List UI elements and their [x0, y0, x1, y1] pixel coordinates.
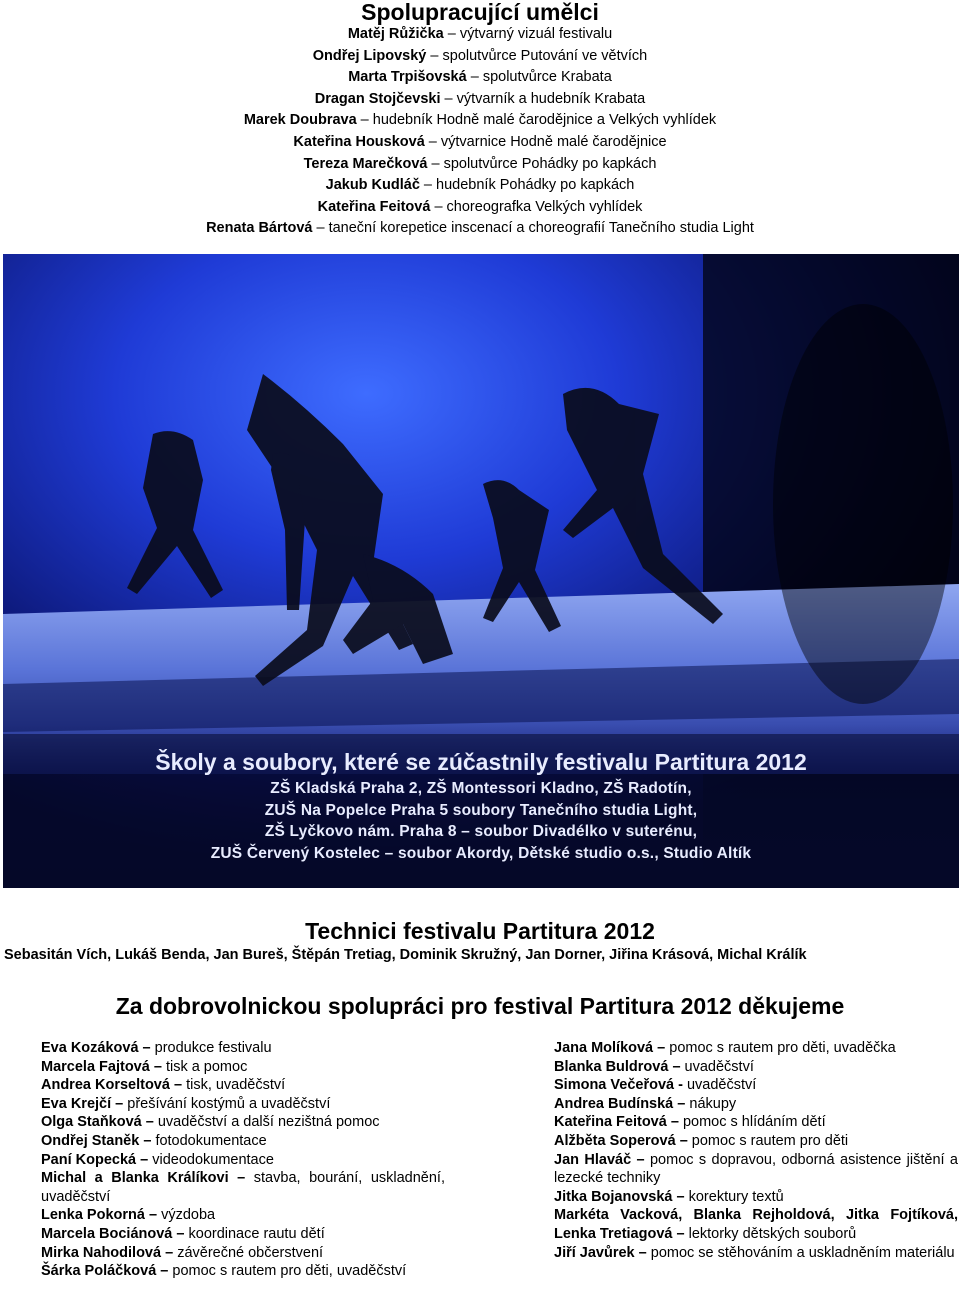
volunteer-name: Jana Molíková: [554, 1040, 654, 1056]
volunteer-name: Eva Krejčí: [41, 1095, 112, 1112]
volunteer-separator: –: [141, 1114, 158, 1131]
artists-list: [0, 24, 960, 240]
volunteer-role: nákupy: [689, 1095, 737, 1112]
volunteer-separator: -: [674, 1077, 687, 1094]
artist-role: výtvarný vizuál festivalu: [459, 26, 613, 42]
artist-row: Jakub Kudláč – hudebník Pohádky po kapkách: [325, 177, 635, 194]
technicians-names: Sebasitán Vích, Lukáš Benda, Jan Bureš, Štěpán Tretiag, Dominik Skružný, Jan Dorner, Jiřina Krásová, Michal Králík: [4, 947, 807, 963]
volunteer-role: uvaděčství: [684, 1058, 754, 1075]
volunteer-role: videodokumentace: [152, 1151, 274, 1168]
volunteer-role: pomoc s dopravou, odborná asistence jištění a lezecké techniky: [554, 1151, 958, 1187]
volunteer-row: [41, 1244, 445, 1263]
volunteer-row: [554, 1076, 958, 1095]
volunteer-role: stavba, bourání, uskladnění, uvaděčství: [41, 1170, 445, 1205]
artist-name: Tereza Marečková: [303, 155, 428, 172]
volunteer-name: Olga Staňková: [41, 1114, 142, 1131]
volunteer-separator: –: [138, 1040, 155, 1056]
volunteer-role: korektury textů: [688, 1188, 784, 1205]
volunteers-left-column: [41, 1039, 445, 1281]
artist-role: hudebník Hodně malé čarodějnice a Velkých vyhlídek: [372, 112, 717, 129]
artists-title: Spolupracující umělci: [361, 0, 599, 25]
volunteer-name: Mirka Nahodilová: [41, 1244, 162, 1261]
artist-name: Renata Bártová: [206, 220, 313, 237]
schools-section: [3, 746, 959, 864]
volunteer-row: [41, 1076, 445, 1095]
volunteer-separator: –: [631, 1151, 650, 1168]
volunteer-name: Andrea Budínská: [554, 1095, 674, 1112]
artist-row: Renata Bártová – taneční korepetice inscenací a choreografií Tanečního studia Light: [206, 220, 754, 237]
artist-name: Kateřina Feitová: [317, 198, 431, 215]
artist-row: Ondřej Lipovský – spolutvůrce Putování ve větvích: [312, 47, 648, 64]
schools-line: ZUŠ Na Popelce Praha 5 soubory Tanečního studia Light,: [264, 801, 698, 819]
volunteer-row: [554, 1132, 958, 1151]
schools-line: ZŠ Kladská Praha 2, ZŠ Montessori Kladno, ZŠ Radotín,: [270, 780, 692, 797]
volunteer-row: [554, 1244, 958, 1263]
volunteer-name: Marcela Bociánová: [41, 1225, 173, 1242]
volunteer-role: pomoc s rautem pro děti: [691, 1132, 849, 1149]
volunteer-name: Markéta Vacková, Blanka Rejholdová, Jitka Fojtíková, Lenka Tretiagová: [554, 1207, 958, 1242]
volunteer-row: [41, 1132, 445, 1151]
artist-role: výtvarnice Hodně malé čarodějnice: [440, 133, 667, 150]
volunteer-separator: –: [149, 1058, 166, 1075]
volunteer-name: Jitka Bojanovská: [554, 1188, 673, 1205]
artist-role: taneční korepetice inscenací a choreografií Tanečního studia Light: [328, 220, 754, 237]
artist-role: choreografka Velkých vyhlídek: [446, 198, 643, 215]
volunteer-separator: –: [672, 1225, 689, 1242]
volunteer-role: přešívání kostýmů a uvaděčství: [127, 1095, 331, 1112]
volunteer-role: pomoc s hlídáním dětí: [682, 1114, 826, 1131]
volunteer-name: Marcela Fajtová: [41, 1058, 150, 1075]
volunteer-row: [41, 1095, 445, 1114]
volunteer-role: tisk a pomoc: [165, 1058, 248, 1075]
volunteer-row: [554, 1151, 958, 1188]
volunteer-name: Jan Hlaváč: [554, 1151, 632, 1168]
volunteer-separator: –: [668, 1058, 685, 1075]
schools-line: ZŠ Lyčkovo nám. Praha 8 – soubor Divadélko v suterénu,: [264, 823, 698, 840]
volunteer-row: [554, 1113, 958, 1132]
volunteer-separator: –: [139, 1132, 156, 1149]
volunteer-name: Alžběta Soperová: [554, 1132, 676, 1149]
volunteer-name: Paní Kopecká: [41, 1151, 137, 1168]
artist-row: Matěj Růžička – výtvarný vizuál festivalu: [347, 26, 613, 42]
artist-role: spolutvůrce Pohádky po kapkách: [443, 155, 657, 172]
volunteer-separator: –: [111, 1095, 128, 1112]
volunteer-separator: –: [172, 1225, 189, 1242]
volunteer-name: Ondřej Staněk: [41, 1132, 140, 1149]
volunteer-separator: –: [666, 1114, 683, 1131]
volunteer-name: Jiří Javůrek: [554, 1244, 635, 1261]
volunteer-separator: –: [144, 1207, 162, 1224]
volunteer-row: [41, 1225, 445, 1244]
artist-name: Jakub Kudláč: [325, 177, 420, 194]
volunteer-row: [41, 1058, 445, 1077]
artist-row: Marta Trpišovská – spolutvůrce Krabata: [348, 69, 612, 86]
volunteer-separator: –: [136, 1151, 153, 1168]
volunteer-name: Eva Kozáková: [41, 1040, 139, 1056]
volunteer-name: Michal a Blanka Králíkovi: [41, 1170, 229, 1187]
volunteer-row: [41, 1206, 445, 1225]
volunteer-role: výzdoba: [161, 1207, 216, 1224]
artist-row: Tereza Marečková – spolutvůrce Pohádky po kapkách: [303, 155, 657, 172]
artist-name: Kateřina Housková: [293, 133, 425, 150]
volunteer-role: produkce festivalu: [154, 1040, 272, 1056]
volunteer-name: Blanka Buldrová: [554, 1058, 669, 1075]
volunteer-separator: –: [673, 1095, 690, 1112]
volunteer-row: [554, 1206, 958, 1243]
artist-row: Dragan Stojčevski – výtvarník a hudebník Krabata: [314, 90, 646, 107]
volunteer-role: pomoc se stěhováním a uskladněním materiálu: [650, 1244, 955, 1261]
volunteer-separator: –: [161, 1244, 178, 1261]
volunteer-role: koordinace rautu dětí: [188, 1225, 325, 1242]
volunteer-row: [41, 1151, 445, 1170]
artist-role: spolutvůrce Krabata: [482, 69, 612, 86]
artist-name: Dragan Stojčevski: [314, 90, 441, 107]
artist-name: Matěj Růžička: [347, 26, 444, 42]
volunteer-row: [554, 1039, 958, 1058]
volunteer-name: Kateřina Feitová: [554, 1114, 667, 1131]
volunteer-separator: –: [653, 1040, 670, 1056]
volunteer-role: pomoc s rautem pro děti, uvaděčství: [172, 1263, 407, 1280]
volunteer-name: Simona Večeřová: [554, 1077, 675, 1094]
volunteer-separator: –: [169, 1077, 187, 1094]
artist-row: Kateřina Housková – výtvarnice Hodně malé čarodějnice: [293, 133, 667, 150]
volunteer-separator: –: [634, 1244, 651, 1261]
volunteer-role: uvaděčství a další nezištná pomoc: [157, 1114, 380, 1131]
volunteer-name: Lenka Pokorná: [41, 1207, 145, 1224]
volunteer-separator: –: [156, 1263, 173, 1280]
volunteer-name: Andrea Korseltová: [41, 1077, 170, 1094]
volunteer-role: pomoc s rautem pro děti, uvaděčka: [669, 1040, 896, 1056]
schools-line: ZUŠ Červený Kostelec – soubor Akordy, Dětské studio o.s., Studio Altík: [210, 844, 752, 862]
volunteer-row: [41, 1113, 445, 1132]
volunteers-right-column: [554, 1039, 958, 1262]
artist-row: Kateřina Feitová – choreografka Velkých vyhlídek: [317, 198, 643, 215]
volunteers-title: Za dobrovolnickou spolupráci pro festival Partitura 2012 děkujeme: [115, 993, 845, 1019]
schools-title: Školy a soubory, které se zúčastnily festivalu Partitura 2012: [155, 749, 807, 775]
artist-name: Marek Doubrava: [243, 112, 357, 129]
artist-name: Ondřej Lipovský: [312, 47, 427, 64]
artist-row: Marek Doubrava – hudebník Hodně malé čarodějnice a Velkých vyhlídek: [243, 112, 717, 129]
volunteer-separator: –: [672, 1188, 689, 1205]
technicians-title: Technici festivalu Partitura 2012: [305, 918, 655, 944]
volunteer-separator: –: [228, 1170, 254, 1187]
artist-role: výtvarník a hudebník Krabata: [456, 90, 646, 107]
volunteer-role: tisk, uvaděčství: [186, 1077, 286, 1094]
volunteer-row: [41, 1169, 445, 1206]
volunteer-row: [41, 1039, 445, 1058]
volunteer-row: [554, 1188, 958, 1207]
volunteer-role: závěrečné občerstvení: [177, 1244, 324, 1261]
volunteer-row: [554, 1058, 958, 1077]
volunteer-row: [554, 1095, 958, 1114]
volunteer-role: lektorky dětských souborů: [688, 1225, 857, 1242]
volunteer-role: uvaděčství: [686, 1077, 757, 1094]
volunteer-role: fotodokumentace: [155, 1132, 267, 1149]
artist-name: Marta Trpišovská: [348, 69, 467, 86]
volunteer-separator: –: [675, 1132, 692, 1149]
volunteer-name: Šárka Poláčková: [41, 1263, 157, 1280]
volunteer-row: [41, 1262, 445, 1281]
artist-role: spolutvůrce Putování ve větvích: [442, 47, 648, 64]
artist-role: hudebník Pohádky po kapkách: [436, 177, 635, 194]
